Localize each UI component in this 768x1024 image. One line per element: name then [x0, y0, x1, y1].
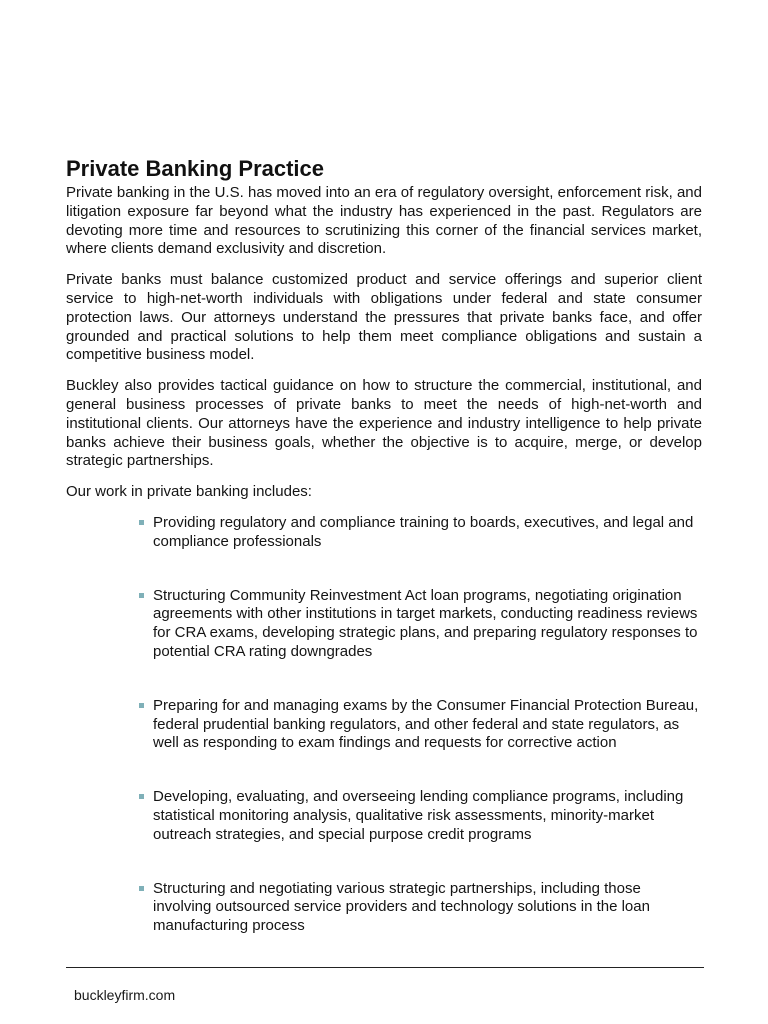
- square-bullet-icon: [139, 520, 144, 525]
- list-item: [139, 788, 702, 844]
- paragraph-overview: Private banking in the U.S. has moved into an era of regulatory oversight, enforcement risk, and litigation exposure far beyond what the industry has experienced in the past. Regulators are devoting more time and resources to scrutinizing this corner of the financial services market, where clients demand exclusivity and discretion.: [66, 184, 702, 258]
- square-bullet-icon: [139, 703, 144, 708]
- list-item-text: Developing, evaluating, and overseeing lending compliance programs, including statistical monitoring analysis, qualitative risk assessments, minority-market outreach strategies, and special purpose credit programs: [153, 788, 684, 843]
- square-bullet-icon: [139, 794, 144, 799]
- list-item-text: Providing regulatory and compliance training to boards, executives, and legal and compliance professionals: [153, 513, 694, 550]
- services-list: [66, 514, 702, 936]
- paragraph-compliance: Private banks must balance customized product and service offerings and superior client service to high-net-worth individuals with obligations under federal and state consumer protection laws. Our attorneys understand the pressures that private banks face, and offer grounded and practical solutions to help them meet compliance obligations and sustain a competitive business model.: [66, 271, 702, 364]
- list-item: [139, 587, 702, 662]
- list-item: [139, 880, 702, 936]
- footer-divider: [66, 967, 704, 968]
- list-item-text: Preparing for and managing exams by the Consumer Financial Protection Bureau, federal prudential banking regulators, and other federal and state regulators, as well as responding to exam findings and requests for corrective action: [153, 696, 699, 752]
- list-item-text: Structuring and negotiating various strategic partnerships, including those involving outsourced service providers and technology solutions in the loan manufacturing process: [153, 879, 650, 935]
- document-body: [66, 154, 702, 971]
- list-item: [139, 514, 702, 552]
- square-bullet-icon: [139, 886, 144, 891]
- square-bullet-icon: [139, 593, 144, 598]
- footer-website: buckleyfirm.com: [74, 987, 176, 1003]
- list-intro: Our work in private banking includes:: [66, 483, 312, 501]
- page-title: Private Banking Practice: [66, 156, 325, 181]
- list-item: [139, 697, 702, 753]
- list-item-text: Structuring Community Reinvestment Act loan programs, negotiating origination agreements with other institutions in target markets, conducting readiness reviews for CRA exams, developing strategic plans, and preparing regulatory responses to potential CRA rating downgrades: [153, 586, 698, 660]
- paragraph-tactical-guidance: Buckley also provides tactical guidance on how to structure the commercial, institutional, and general business processes of private banks to meet the needs of high-net-worth and institutional clients. Our attorneys have the experience and industry intelligence to help private banks achieve their business goals, whether the objective is to acquire, merge, or develop strategic partnerships.: [66, 377, 702, 470]
